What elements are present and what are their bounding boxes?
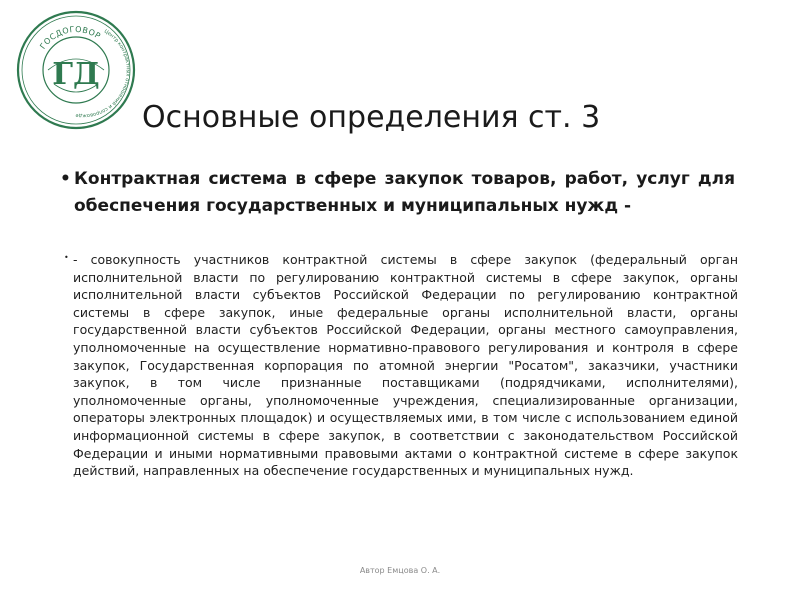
footer-author: Автор Емцова О. А.	[359, 566, 441, 575]
term-bullet: •	[60, 169, 71, 189]
term-text: Контрактная система в сфере закупок товаров, работ, услуг для обеспечения государственных и муниципальных нужд -	[74, 169, 735, 216]
logo-ring-text-top: ГОСДОГОВОР	[38, 24, 103, 51]
gosdogovor-logo	[14, 8, 138, 132]
term-bullet-item	[60, 166, 735, 220]
definition-text: - совокупность участников контрактной системы в сфере закупок (федеральный орган исполнительной власти по регулированию контрактной системы в сфере закупок, органы исполнительной власти субъектов Российской Федерации по регулированию контрактной системы в сфере закупок, иные федеральные органы исполнительной власти, органы государственной власти субъектов Российской Федерации, органы местного самоуправления, уполномоченные на осуществление нормативно-правового регулирования и контроля в сфере закупок, Государственная корпорация по атомной энергии "Росатом", заказчики, участники закупок, в том числе признанные поставщиками (подрядчиками, исполнителями), уполномоченные органы, уполномоченные учреждения, специализированные организации, операторы электронных площадок) и осуществляемых ими, в том числе с использованием единой информационной системы в сфере закупок, в соответствии с законодательством Российской Федерации и иными нормативными правовыми актами о контрактной системе в сфере закупок действий, направленных на обеспечение государственных и муниципальных нужд.	[73, 252, 738, 479]
logo-ring-text-side: Центр контрактных отношений и сопровожде	[75, 28, 131, 119]
logo-initials: ГД	[52, 57, 100, 92]
definition-bullet-item	[64, 251, 738, 480]
definition-bullet: •	[64, 253, 69, 262]
slide-title: Основные определения ст. 3	[142, 100, 601, 135]
